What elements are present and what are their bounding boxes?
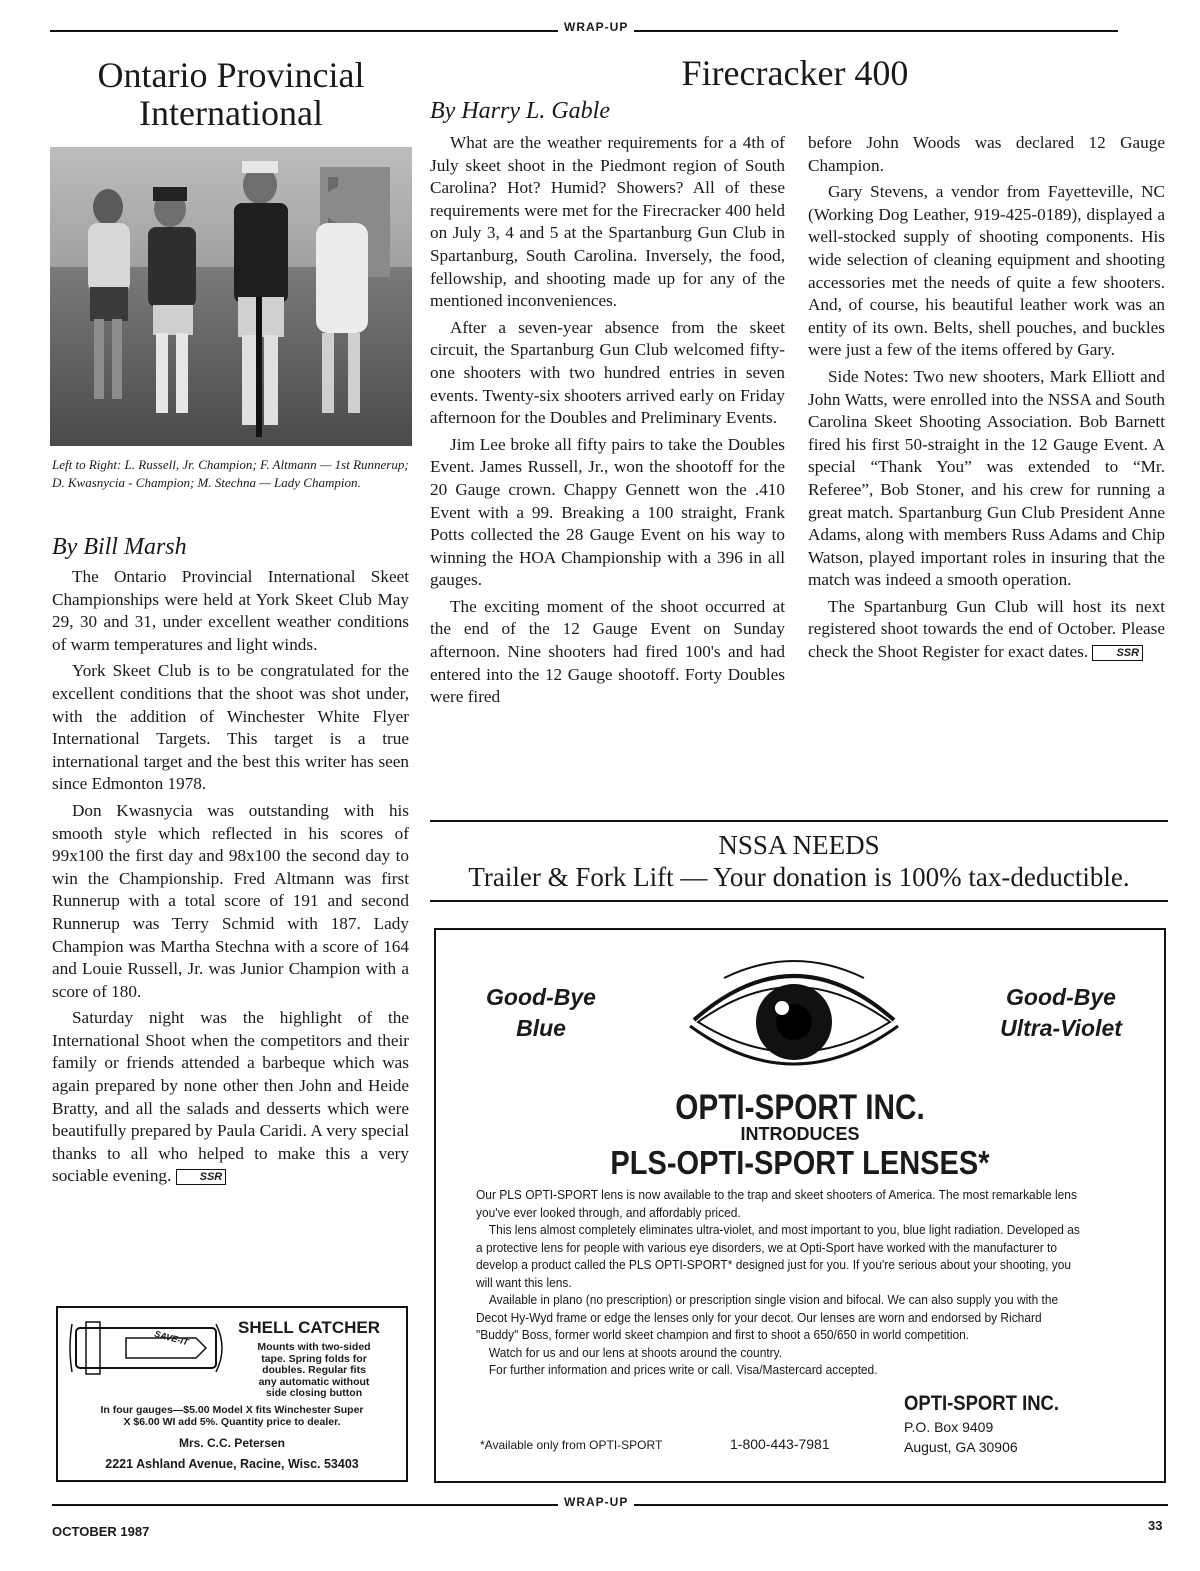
- ontario-article: [52, 566, 409, 1188]
- ontario-title: [50, 56, 412, 132]
- group-photo-image: [50, 147, 412, 446]
- opti-sport-ad: [434, 928, 1166, 1483]
- tag-line: Good-Bye: [486, 984, 596, 1010]
- ontario-paragraph: [52, 1007, 409, 1188]
- shell-contact-address: 2221 Ashland Avenue, Racine, Wisc. 53403: [105, 1457, 359, 1471]
- good-bye-ultraviolet: [976, 982, 1146, 1044]
- opti-paragraph: For further information and prices write or call. Visa/Mastercard accepted.: [488, 1362, 878, 1377]
- ssr-end-mark: SSR: [1092, 645, 1143, 661]
- shell-desc-line: any automatic without: [258, 1375, 370, 1388]
- pricing-line: In four gauges—$5.00 Model X fits Winchester Super: [100, 1404, 364, 1416]
- header-banner: WRAP-UP: [558, 20, 634, 34]
- footer-banner: WRAP-UP: [558, 1495, 634, 1509]
- firecracker-paragraph: What are the weather requirements for a 4th of July skeet shoot in the Piedmont region of South Carolina? Hot? Humid? Showers? All of these requirements were met for the Firecracker 400 held on July 3, 4 and 5 at the Spartanburg Gun Club in Spartanburg, South Carolina. Inversely, the food, fellowship, and shooting made up for any of the mentioned inconveniences.: [430, 133, 785, 311]
- opti-company: OPTI-SPORT INC.: [675, 1088, 925, 1127]
- shell-catcher-desc: [234, 1342, 394, 1400]
- opti-paragraph: This lens almost completely eliminates ultra-violet, and most important to you, blue light radiation. Developed as a protective lens for people with various eye disorders, we at Opti-Sport have worked with the manufacturer to develop a product called the PLS OPTI-SPORT* designed just for you. If you're serious about your shooting, you will want this lens.: [476, 1222, 1080, 1290]
- shell-desc-line: side closing button: [265, 1387, 363, 1399]
- firecracker-byline: By Harry L. Gable: [430, 98, 610, 124]
- opti-paragraph: Watch for us and our lens at shoots around the country.: [488, 1344, 783, 1360]
- page-number: 33: [1148, 1518, 1163, 1533]
- nssa-title: NSSA NEEDS: [718, 830, 880, 860]
- firecracker-paragraph-text: The Spartanburg Gun Club will host its next registered shoot towards the end of October. Please check the Shoot Register for exact dates.: [808, 596, 1165, 662]
- tag-line: Blue: [516, 1015, 566, 1041]
- ontario-paragraph: York Skeet Club is to be congratulated for the excellent conditions that the shoot was shot under, with the addition of Winchester White Flyer International Targets. This target is a true international target and the best this writer has seen since Edmonton 1978.: [52, 661, 409, 794]
- firecracker-paragraph: before John Woods was declared 12 Gauge Champion.: [808, 133, 1165, 175]
- pricing-line: X $6.00 WI add 5%. Quantity price to dealer.: [123, 1416, 341, 1428]
- ontario-paragraph: The Ontario Provincial International Skeet Championships were held at York Skeet Club May 29, 30 and 31, under excellent weather conditions of warm temperatures and light winds.: [52, 567, 409, 654]
- firecracker-paragraph: The exciting moment of the shoot occurred at the end of the 12 Gauge Event on Sunday afternoon. Nine shooters had fired 100's and had entered into the 12 Gauge shootoff. Forty Doubles were fired: [430, 596, 785, 707]
- shell-desc-line: doubles. Regular fits: [262, 1364, 366, 1376]
- tag-line: Ultra-Violet: [1000, 1015, 1122, 1041]
- firecracker-paragraph: Gary Stevens, a vendor from Fayetteville, NC (Working Dog Leather, 919-425-0189), displayed a well-stocked supply of shooting components. His wide selection of cleaning equipment and shooting accessories met the needs of quite a few shooters. And, of course, his beautiful leather work was an entity of its own. Belts, shell pouches, and buckles were just a few of the items offered by Gary.: [808, 182, 1165, 360]
- save-it-label: SAVE-IT: [153, 1328, 190, 1348]
- nssa-bottom-rule: [430, 900, 1168, 902]
- opti-phone: 1-800-443-7981: [730, 1436, 830, 1452]
- opti-footnote: *Available only from OPTI-SPORT: [480, 1438, 663, 1452]
- ontario-title-line1: Ontario Provincial: [97, 55, 365, 95]
- issue-date: OCTOBER 1987: [52, 1524, 150, 1539]
- firecracker-paragraph: After a seven-year absence from the skeet circuit, the Spartanburg Gun Club welcomed fifty-one shooters with two hundred entries in seven events. Twenty-six shooters arrived early on Friday afternoon for the Doubles and Preliminary Events.: [430, 317, 785, 428]
- shell-desc-line: tape. Spring folds for: [261, 1352, 367, 1365]
- ontario-title-line2: International: [139, 93, 323, 133]
- photo-caption: Left to Right: L. Russell, Jr. Champion; F. Altmann — 1st Runnerup; D. Kwasnycia - Champion; M. Stechna — Lady Champion.: [52, 457, 409, 490]
- shell-contact-name: Mrs. C.C. Petersen: [178, 1436, 286, 1450]
- opti-address-company: OPTI-SPORT INC.: [904, 1392, 1060, 1415]
- firecracker-paragraph: Side Notes: Two new shooters, Mark Elliott and John Watts, were enrolled into the NSSA and South Carolina Skeet Shooting Association. Bob Barnett fired his first 50-straight in the 12 Gauge Event. A special “Thank You” was extended to “Mr. Referee”, Bob Stoner, and his crew for running a great match. Spartanburg Gun Club President Anne Adams, along with members Russ Adams and Chip Watson, played important roles in insuring that the match was indeed a smooth operation.: [808, 366, 1165, 590]
- shell-catcher-title: SHELL CATCHER: [238, 1318, 380, 1337]
- firecracker-title: Firecracker 400: [681, 53, 909, 93]
- ontario-paragraph: Don Kwasnycia was outstanding with his smooth style which reflected in his scores of 99x100 the first day and 98x100 the second day to win the Championship. Fred Altmann was first Runnerup with a total score of 191 and second Runnerup was Terry Schmid with 187. Lady Champion was Martha Stechna with a score of 164 and Louie Russell, Jr. was Junior Champion with a score of 180.: [52, 800, 409, 1001]
- ontario-paragraph-text: Saturday night was the highlight of the International Shoot when the competitors and their family or friends attended a barbeque which was again prepared by none other then John and Heide Bratty, and all the salads and desserts which were beautifully prepared by Paula Caridi. A very special thanks to all who helped to make this a very sociable evening.: [52, 1008, 409, 1186]
- firecracker-col2: [808, 132, 1165, 664]
- good-bye-blue: [466, 982, 616, 1044]
- opti-paragraph: Our PLS OPTI-SPORT lens is now available to the trap and skeet shooters of America. The most remarkable lens you've ever looked through, and affordably priced.: [476, 1187, 1077, 1220]
- shell-desc-line: Mounts with two-sided: [257, 1341, 371, 1353]
- ssr-end-mark: SSR: [176, 1169, 227, 1185]
- tag-line: Good-Bye: [1006, 984, 1116, 1010]
- opti-paragraph: Available in plano (no prescription) or prescription single vision and bifocal. We can also supply you with the Decot Hy-Wyd frame or edge the lenses only for your decot. Our lenses are worn and endorsed by Richard "Buddy" Boss, former world skeet champion and first to shoot a 650/650 in world competition.: [476, 1292, 1059, 1342]
- firecracker-paragraph: Jim Lee broke all fifty pairs to take the Doubles Event. James Russell, Jr., won the shootoff for the 20 Gauge crown. Chappy Gennett won the .410 Event with a 99. Breaking a 100 straight, Frank Potts collected the 28 Gauge Event on his way to winning the HOA Championship with a 396 in all gauges.: [430, 434, 785, 590]
- shell-catcher-drawing: [66, 1316, 236, 1386]
- nssa-text: Trailer & Fork Lift — Your donation is 100% tax-deductible.: [468, 862, 1130, 892]
- opti-product: PLS-OPTI-SPORT LENSES*: [610, 1144, 990, 1181]
- group-photo: [50, 147, 412, 446]
- eye-icon: [684, 952, 904, 1082]
- opti-address: [904, 1417, 1018, 1457]
- address-line: August, GA 30906: [904, 1439, 1018, 1455]
- nssa-top-rule: [430, 820, 1168, 822]
- opti-introduces: INTRODUCES: [740, 1124, 860, 1144]
- opti-copy: [476, 1186, 1083, 1379]
- address-line: P.O. Box 9409: [904, 1419, 994, 1435]
- firecracker-col1: [430, 132, 785, 709]
- ontario-byline: By Bill Marsh: [52, 534, 187, 560]
- shell-catcher-pricing: [64, 1404, 400, 1428]
- shell-catcher-ad: [56, 1306, 408, 1482]
- firecracker-paragraph: [808, 596, 1165, 664]
